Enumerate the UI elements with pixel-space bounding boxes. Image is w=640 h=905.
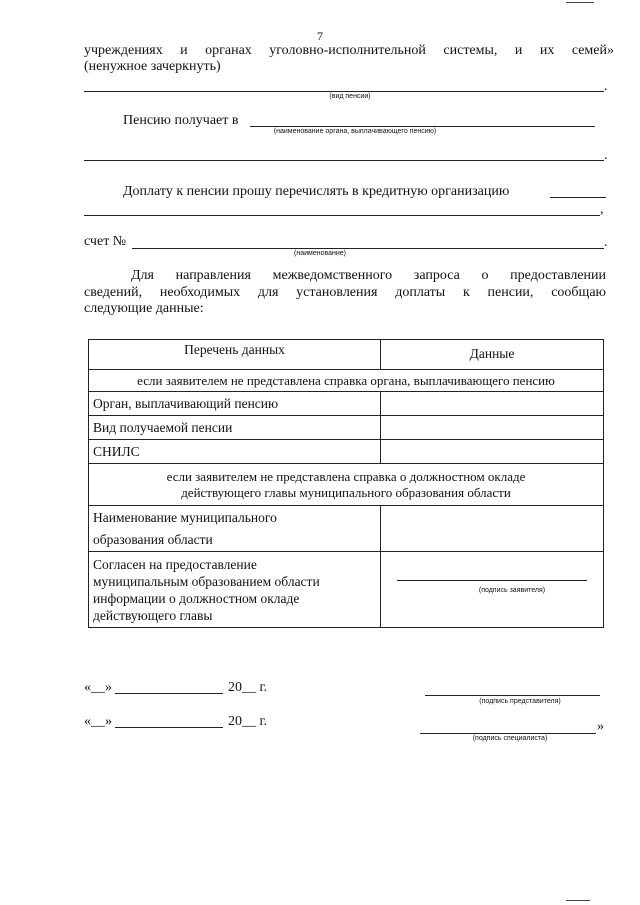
data-table	[88, 339, 604, 628]
transfer-line-2[interactable]	[84, 215, 600, 216]
account-caption: (наименование)	[294, 250, 346, 257]
row-consent-line-1: Согласен на предоставление	[93, 556, 257, 572]
request-line-2: сведений, необходимых для установления доплаты к пенсии, сообщаю	[84, 285, 606, 300]
row-consent-line-2: муниципальным образованием области	[93, 573, 320, 589]
account-label: счет №	[84, 234, 127, 249]
col-header-list: Перечень данных	[89, 340, 381, 370]
row-organ-value[interactable]	[381, 392, 604, 416]
receives-line-2[interactable]	[84, 160, 604, 161]
row-pension-kind-value[interactable]	[381, 416, 604, 440]
receives-caption: (наименование органа, выплачивающего пенсию)	[273, 128, 437, 135]
table-section-row	[89, 370, 604, 392]
date-prefix-1: «__»	[84, 680, 112, 695]
year-text-2: 20__ г.	[228, 714, 268, 729]
section-2-title-line-2: действующего главы муниципального образования области	[181, 484, 511, 500]
specialist-signature-line[interactable]	[420, 733, 596, 734]
table-row	[89, 392, 604, 416]
row-municipality-label	[89, 506, 381, 552]
request-line-3: следующие данные:	[84, 301, 204, 316]
pension-type-caption: (вид пенсии)	[329, 93, 371, 100]
representative-signature-line[interactable]	[425, 695, 600, 696]
row-consent-line-4: действующего главы	[93, 607, 213, 623]
table-row	[89, 440, 604, 464]
row-consent-value[interactable]	[381, 552, 604, 628]
representative-caption: (подпись представителя)	[479, 698, 561, 705]
pension-type-period: .	[604, 79, 608, 94]
section-2-title	[89, 464, 604, 506]
table-header-row	[89, 340, 604, 370]
receives-label: Пенсию получает в	[123, 113, 239, 128]
receives-period: .	[604, 148, 608, 163]
specialist-closing-quote: »	[597, 719, 604, 734]
applicant-signature-caption: (подпись заявителя)	[478, 587, 546, 594]
page-number: 7	[317, 29, 323, 43]
section-1-title: если заявителем не представлена справка органа, выплачивающего пенсию	[89, 370, 604, 392]
date-line-1[interactable]	[115, 693, 223, 694]
account-line[interactable]	[132, 248, 604, 249]
transfer-label: Доплату к пенсии прошу перечислять в кредитную организацию	[123, 184, 510, 199]
intro-line-1: учреждениях и органах уголовно-исполнительной системы, и их семей»	[84, 43, 614, 58]
row-municipality-line-2: образования области	[93, 531, 213, 547]
table-row	[89, 552, 604, 628]
date-line-2[interactable]	[115, 727, 223, 728]
table-row	[89, 506, 604, 552]
pension-type-line[interactable]	[84, 91, 604, 92]
applicant-signature-line[interactable]	[397, 580, 587, 581]
section-2-title-line-1: если заявителем не представлена справка о должностном окладе	[166, 468, 526, 484]
corner-mark-top	[566, 2, 594, 3]
account-period: .	[604, 235, 608, 250]
intro-line-2: (ненужное зачеркнуть)	[84, 59, 221, 74]
row-consent-label	[89, 552, 381, 628]
row-snils-label: СНИЛС	[89, 440, 381, 464]
receives-line[interactable]	[250, 126, 595, 127]
row-municipality-value[interactable]	[381, 506, 604, 552]
table-section-row	[89, 464, 604, 506]
row-organ-label: Орган, выплачивающий пенсию	[89, 392, 381, 416]
corner-mark-bottom	[566, 900, 590, 901]
request-line-1: Для направления межведомственного запроса о предоставлении	[131, 268, 606, 283]
year-text-1: 20__ г.	[228, 680, 268, 695]
specialist-caption: (подпись специалиста)	[472, 735, 548, 742]
row-consent-line-3: информации о должностном окладе	[93, 590, 300, 606]
transfer-comma: ,	[600, 202, 604, 217]
row-snils-value[interactable]	[381, 440, 604, 464]
date-prefix-2: «__»	[84, 714, 112, 729]
col-header-data: Данные	[381, 340, 604, 370]
row-pension-kind-label: Вид получаемой пенсии	[89, 416, 381, 440]
transfer-line[interactable]	[550, 197, 606, 198]
table-row	[89, 416, 604, 440]
row-municipality-line-1: Наименование муниципального	[93, 509, 277, 525]
